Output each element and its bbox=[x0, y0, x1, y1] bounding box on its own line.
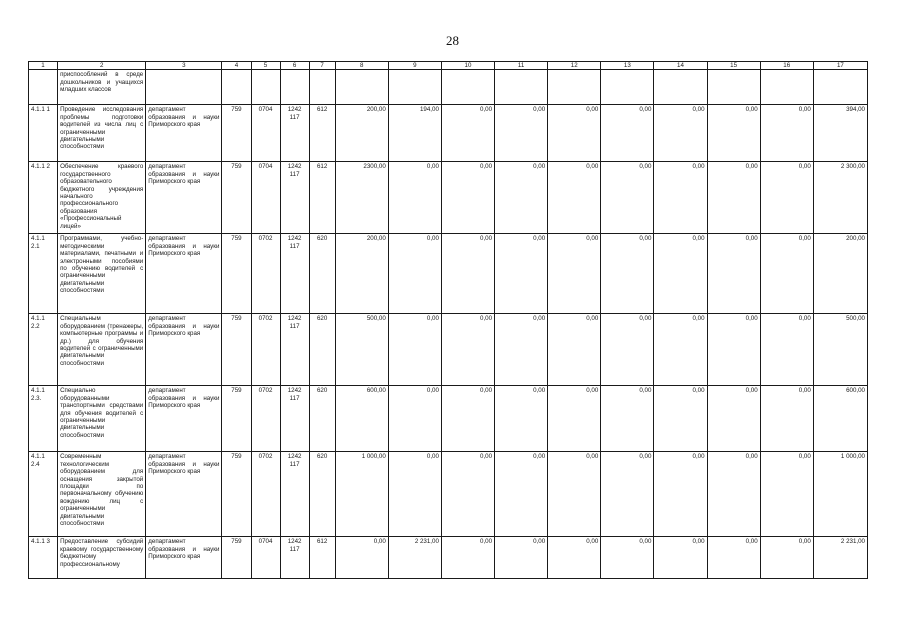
row-c5: 0704 bbox=[251, 537, 280, 579]
row-v16: 0,00 bbox=[760, 314, 813, 386]
budget-table bbox=[28, 61, 868, 579]
row-v8: 500,00 bbox=[335, 314, 388, 386]
column-header: 4 bbox=[222, 62, 251, 70]
row-department: департамент образования и науки Приморского края bbox=[146, 386, 222, 452]
row-v10 bbox=[441, 70, 494, 105]
column-header: 14 bbox=[654, 62, 707, 70]
row-v9: 0,00 bbox=[388, 162, 441, 234]
row-code: 4.1.1 2.2 bbox=[29, 314, 58, 386]
row-v8 bbox=[335, 70, 388, 105]
row-c4: 759 bbox=[222, 452, 251, 537]
column-header: 1 bbox=[29, 62, 58, 70]
table-row bbox=[29, 105, 868, 162]
row-v12: 0,00 bbox=[548, 314, 601, 386]
row-v14: 0,00 bbox=[654, 105, 707, 162]
row-v17 bbox=[813, 70, 867, 105]
row-c7: 612 bbox=[309, 537, 335, 579]
row-v12 bbox=[548, 70, 601, 105]
row-v10: 0,00 bbox=[441, 105, 494, 162]
row-v15 bbox=[707, 70, 760, 105]
row-v15: 0,00 bbox=[707, 314, 760, 386]
column-header: 7 bbox=[309, 62, 335, 70]
row-code: 4.1.1 2 bbox=[29, 162, 58, 234]
row-c4: 759 bbox=[222, 314, 251, 386]
column-header: 8 bbox=[335, 62, 388, 70]
row-v9: 0,00 bbox=[388, 234, 441, 314]
column-header: 3 bbox=[146, 62, 222, 70]
row-v14: 0,00 bbox=[654, 234, 707, 314]
row-v13: 0,00 bbox=[601, 234, 654, 314]
row-c6 bbox=[280, 70, 309, 105]
row-name: Программами, учебно-методическими материалами, печатными и электронными пособиями по обучению водителей с ограниченными двигательными способностями bbox=[58, 234, 146, 314]
row-department: департамент образования и науки Приморского края bbox=[146, 452, 222, 537]
row-c7 bbox=[309, 70, 335, 105]
row-c6: 1242 117 bbox=[280, 452, 309, 537]
row-c7: 620 bbox=[309, 314, 335, 386]
row-v14 bbox=[654, 70, 707, 105]
row-name: Обеспечение краевого государственного образовательного бюджетного учреждения начального профессионального образования «Профессиональный лицей» bbox=[58, 162, 146, 234]
row-v11: 0,00 bbox=[495, 105, 548, 162]
row-c5: 0702 bbox=[251, 314, 280, 386]
column-header: 15 bbox=[707, 62, 760, 70]
row-code: 4.1.1 2.4 bbox=[29, 452, 58, 537]
row-v16: 0,00 bbox=[760, 234, 813, 314]
row-c6: 1242 117 bbox=[280, 162, 309, 234]
row-v13: 0,00 bbox=[601, 537, 654, 579]
row-v15: 0,00 bbox=[707, 452, 760, 537]
row-v16: 0,00 bbox=[760, 386, 813, 452]
column-header: 5 bbox=[251, 62, 280, 70]
row-department: департамент образования и науки Приморского края bbox=[146, 162, 222, 234]
column-header: 13 bbox=[601, 62, 654, 70]
row-c4: 759 bbox=[222, 234, 251, 314]
row-v16: 0,00 bbox=[760, 162, 813, 234]
column-header: 2 bbox=[58, 62, 146, 70]
row-v12: 0,00 bbox=[548, 452, 601, 537]
row-v9: 0,00 bbox=[388, 386, 441, 452]
row-v11: 0,00 bbox=[495, 386, 548, 452]
row-v13: 0,00 bbox=[601, 105, 654, 162]
row-c6: 1242 117 bbox=[280, 537, 309, 579]
row-name: Предоставление субсидий краевому государственному бюджетному профессиональному bbox=[58, 537, 146, 579]
row-v10: 0,00 bbox=[441, 314, 494, 386]
row-v12: 0,00 bbox=[548, 162, 601, 234]
table-row bbox=[29, 452, 868, 537]
row-v13 bbox=[601, 70, 654, 105]
row-v17: 600,00 bbox=[813, 386, 867, 452]
row-v17: 394,00 bbox=[813, 105, 867, 162]
column-header: 17 bbox=[813, 62, 867, 70]
row-v15: 0,00 bbox=[707, 537, 760, 579]
row-v8: 2300,00 bbox=[335, 162, 388, 234]
row-c4: 759 bbox=[222, 537, 251, 579]
row-v17: 2 231,00 bbox=[813, 537, 867, 579]
row-v14: 0,00 bbox=[654, 537, 707, 579]
row-v16 bbox=[760, 70, 813, 105]
row-v8: 200,00 bbox=[335, 105, 388, 162]
row-c7: 620 bbox=[309, 452, 335, 537]
row-v11: 0,00 bbox=[495, 537, 548, 579]
page-number: 28 bbox=[446, 33, 459, 48]
row-v8: 1 000,00 bbox=[335, 452, 388, 537]
row-code: 4.1.1 2.3. bbox=[29, 386, 58, 452]
row-c5: 0704 bbox=[251, 162, 280, 234]
column-header: 12 bbox=[548, 62, 601, 70]
row-name: Проведение исследования проблемы подготовки водителей из числа лиц с ограниченными двигательными способностями bbox=[58, 105, 146, 162]
row-c6: 1242 117 bbox=[280, 314, 309, 386]
row-v9 bbox=[388, 70, 441, 105]
row-c6: 1242 117 bbox=[280, 105, 309, 162]
row-v16: 0,00 bbox=[760, 105, 813, 162]
row-name: Специальным оборудованием (тренажеры, компьютерные программы и др.) для обучения водителей с ограниченными двигательными способностями bbox=[58, 314, 146, 386]
row-v14: 0,00 bbox=[654, 314, 707, 386]
row-v14: 0,00 bbox=[654, 162, 707, 234]
row-c4: 759 bbox=[222, 105, 251, 162]
row-v15: 0,00 bbox=[707, 162, 760, 234]
row-v17: 200,00 bbox=[813, 234, 867, 314]
row-c5: 0702 bbox=[251, 386, 280, 452]
row-c4: 759 bbox=[222, 162, 251, 234]
column-header: 9 bbox=[388, 62, 441, 70]
row-department: департамент образования и науки Приморского края bbox=[146, 105, 222, 162]
row-v17: 2 300,00 bbox=[813, 162, 867, 234]
row-c6: 1242 117 bbox=[280, 386, 309, 452]
row-v13: 0,00 bbox=[601, 162, 654, 234]
row-c6: 1242 117 bbox=[280, 234, 309, 314]
row-v9: 2 231,00 bbox=[388, 537, 441, 579]
row-v11 bbox=[495, 70, 548, 105]
row-v15: 0,00 bbox=[707, 234, 760, 314]
row-v10: 0,00 bbox=[441, 234, 494, 314]
row-v12: 0,00 bbox=[548, 234, 601, 314]
row-v14: 0,00 bbox=[654, 452, 707, 537]
row-c5 bbox=[251, 70, 280, 105]
row-code: 4.1.1 2.1 bbox=[29, 234, 58, 314]
row-c4 bbox=[222, 70, 251, 105]
row-v17: 1 000,00 bbox=[813, 452, 867, 537]
row-v12: 0,00 bbox=[548, 105, 601, 162]
row-c5: 0704 bbox=[251, 105, 280, 162]
header-row bbox=[29, 62, 868, 70]
row-department bbox=[146, 70, 222, 105]
row-code: 4.1.1 1 bbox=[29, 105, 58, 162]
row-c5: 0702 bbox=[251, 452, 280, 537]
row-v13: 0,00 bbox=[601, 314, 654, 386]
row-code: 4.1.1 3 bbox=[29, 537, 58, 579]
row-v8: 600,00 bbox=[335, 386, 388, 452]
row-v12: 0,00 bbox=[548, 386, 601, 452]
row-c5: 0702 bbox=[251, 234, 280, 314]
row-v14: 0,00 bbox=[654, 386, 707, 452]
row-v9: 0,00 bbox=[388, 452, 441, 537]
column-header: 10 bbox=[441, 62, 494, 70]
row-v11: 0,00 bbox=[495, 314, 548, 386]
column-header: 16 bbox=[760, 62, 813, 70]
row-v9: 0,00 bbox=[388, 314, 441, 386]
column-header: 11 bbox=[495, 62, 548, 70]
table-row bbox=[29, 386, 868, 452]
row-v11: 0,00 bbox=[495, 452, 548, 537]
row-v10: 0,00 bbox=[441, 162, 494, 234]
row-v17: 500,00 bbox=[813, 314, 867, 386]
row-v11: 0,00 bbox=[495, 162, 548, 234]
row-v13: 0,00 bbox=[601, 386, 654, 452]
row-c4: 759 bbox=[222, 386, 251, 452]
row-c7: 612 bbox=[309, 162, 335, 234]
row-v15: 0,00 bbox=[707, 386, 760, 452]
table-row bbox=[29, 314, 868, 386]
row-department: департамент образования и науки Приморского края bbox=[146, 234, 222, 314]
table-row bbox=[29, 162, 868, 234]
row-v8: 200,00 bbox=[335, 234, 388, 314]
table-row bbox=[29, 70, 868, 105]
row-v10: 0,00 bbox=[441, 452, 494, 537]
row-v11: 0,00 bbox=[495, 234, 548, 314]
table-row bbox=[29, 537, 868, 579]
row-code bbox=[29, 70, 58, 105]
row-department: департамент образования и науки Приморского края bbox=[146, 537, 222, 579]
column-header: 6 bbox=[280, 62, 309, 70]
row-v12: 0,00 bbox=[548, 537, 601, 579]
row-v16: 0,00 bbox=[760, 452, 813, 537]
row-c7: 620 bbox=[309, 234, 335, 314]
row-c7: 612 bbox=[309, 105, 335, 162]
row-c7: 620 bbox=[309, 386, 335, 452]
row-v10: 0,00 bbox=[441, 537, 494, 579]
row-v8: 0,00 bbox=[335, 537, 388, 579]
row-v13: 0,00 bbox=[601, 452, 654, 537]
row-name: Современным технологическим оборудованием для оснащения закрытой площадки по первоначальному обучению вождению лиц с ограниченными двигательными способностями bbox=[58, 452, 146, 537]
row-v16: 0,00 bbox=[760, 537, 813, 579]
table-row bbox=[29, 234, 868, 314]
row-v15: 0,00 bbox=[707, 105, 760, 162]
row-department: департамент образования и науки Приморского края bbox=[146, 314, 222, 386]
row-name: приспособлений в среде дошкольников и учащихся младших классов bbox=[58, 70, 146, 105]
row-v9: 194,00 bbox=[388, 105, 441, 162]
row-v10: 0,00 bbox=[441, 386, 494, 452]
row-name: Специально оборудованными транспортными средствами для обучения водителей с ограниченными двигательными способностями bbox=[58, 386, 146, 452]
